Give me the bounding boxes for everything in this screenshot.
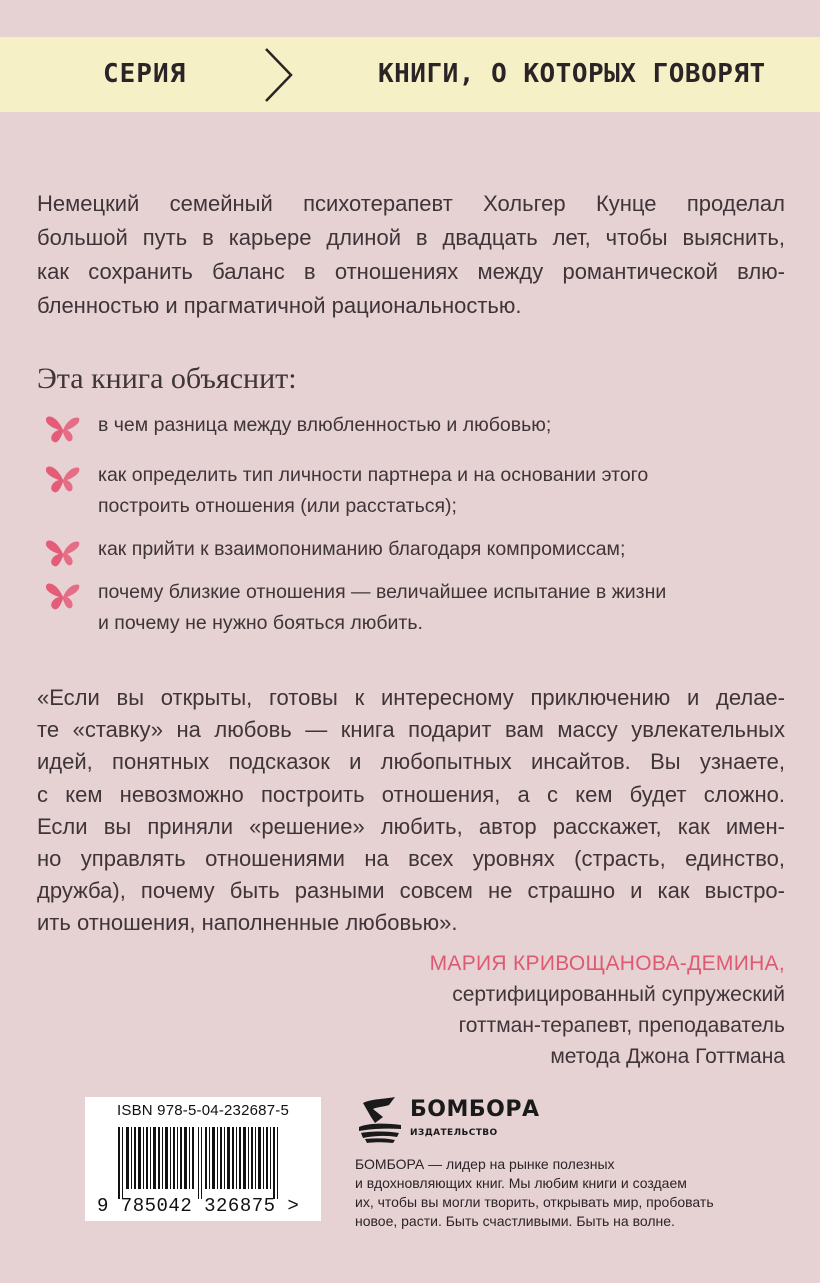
publisher-name: БОМБОРА (410, 1097, 540, 1122)
quote-line: дружба), почему быть разными совсем не страшно и как выстро- (37, 878, 785, 904)
isbn-text: ISBN 978-5-04-232687-5 (117, 1102, 290, 1119)
list-item-text: и почему не нужно бояться любить. (98, 612, 423, 634)
list-item-text: в чем разница между влюбленностью и любовью; (98, 414, 552, 436)
intro-line: большой путь в карьере длиной в двадцать лет, чтобы выяснить, (37, 225, 785, 250)
author-name: МАРИЯ КРИВОЩАНОВА-ДЕМИНА, (429, 952, 785, 975)
publisher-description-line: и вдохновляющих книг. Мы любим книги и создаем (355, 1175, 687, 1191)
bombora-logo-icon (355, 1093, 407, 1145)
list-item-text: как прийти к взаимопониманию благодаря компромиссам; (98, 538, 626, 560)
butterfly-icon (45, 581, 81, 611)
isbn-barcode (85, 1097, 321, 1221)
isbn-digits: 9 785042 326875 > (97, 1195, 300, 1217)
quote-author (430, 948, 785, 1072)
quote-line: «Если вы открыты, готовы к интересному приключению и делае- (37, 685, 785, 710)
explain-heading: Эта книга объяснит: (37, 362, 297, 395)
quote-line: те «ставку» на любовь — книга подарит вам массу увлекательных (37, 717, 785, 743)
intro-line: как сохранить баланс в отношениях между романтической влю- (37, 259, 785, 284)
list-item-text: как определить тип личности партнера и на основании этого (98, 464, 649, 486)
publisher-description-line: новое, расти. Быть счастливыми. Быть на волне. (355, 1213, 675, 1229)
intro-line: бленностью и прагматичной рациональностью. (37, 293, 522, 318)
list-item-text: построить отношения (или расстаться); (98, 495, 457, 517)
author-role: метода Джона Готтмана (550, 1045, 785, 1068)
publisher-description (355, 1155, 755, 1231)
review-quote (37, 682, 785, 940)
chevron-right-icon (262, 45, 296, 105)
series-banner (0, 37, 820, 112)
quote-line: с кем невозможно построить отношения, а с кем будет сложно. (37, 781, 785, 807)
author-role: сертифицированный супружеский (452, 983, 785, 1006)
series-label: СЕРИЯ (103, 59, 187, 89)
butterfly-icon (45, 414, 81, 444)
publisher-description-line: БОМБОРА — лидер на рынке полезных (355, 1156, 615, 1172)
publisher-description-line: их, чтобы вы могли творить, открывать мир, пробовать (355, 1194, 714, 1210)
quote-line: идей, понятных подсказок и любопытных инсайтов. Вы узнаете, (37, 749, 785, 775)
quote-line: ить отношения, наполненные любовью». (37, 910, 458, 936)
author-role: готтман-терапевт, преподаватель (458, 1014, 785, 1037)
intro-paragraph (37, 187, 785, 323)
list-item-text: почему близкие отношения — величайшее испытание в жизни (98, 581, 667, 603)
series-title: КНИГИ, О КОТОРЫХ ГОВОРЯТ (378, 59, 766, 89)
intro-line: Немецкий семейный психотерапевт Хольгер Кунце проделал (37, 191, 785, 216)
quote-line: но управлять отношениями на всех уровнях (страсть, единство, (37, 846, 785, 872)
butterfly-icon (45, 538, 81, 568)
publisher-subtitle: ИЗДАТЕЛЬСТВО (410, 1128, 498, 1138)
butterfly-icon (45, 464, 81, 494)
quote-line: Если вы приняли «решение» любить, автор расскажет, как имен- (37, 813, 785, 839)
